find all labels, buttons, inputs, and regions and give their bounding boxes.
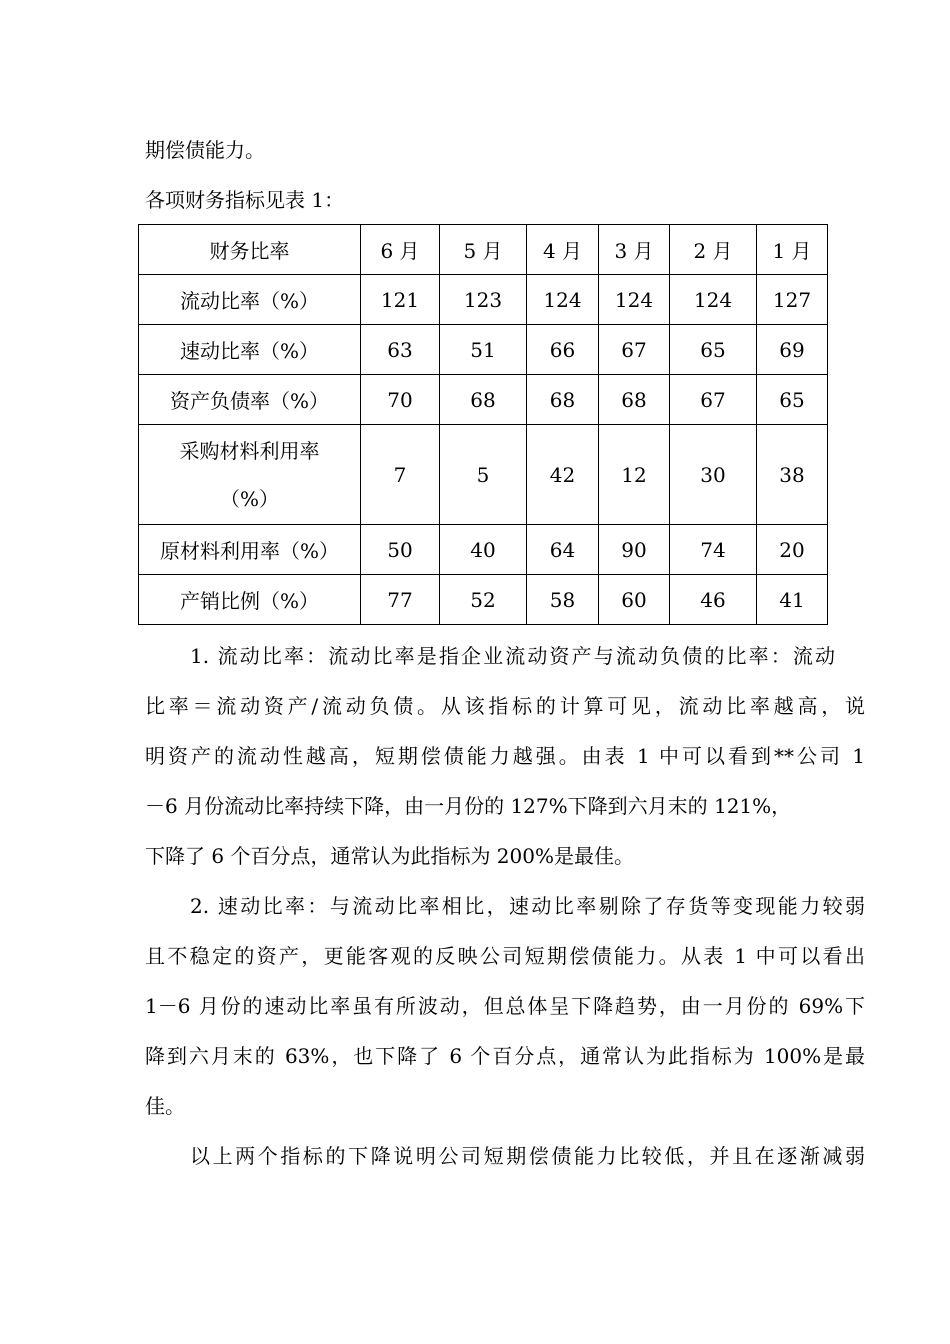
table-header-cell: 6 月 xyxy=(361,225,440,275)
table-row xyxy=(139,425,828,525)
financial-ratio-table xyxy=(138,224,828,625)
table-cell: 124 xyxy=(527,275,599,325)
row-label: 流动比率（%） xyxy=(139,275,361,325)
table-cell: 65 xyxy=(757,375,828,425)
paragraph-line: 下降了 6 个百分点，通常认为此指标为 200%是最佳。 xyxy=(145,844,634,868)
table-header-cell: 5 月 xyxy=(440,225,527,275)
table-cell: 60 xyxy=(599,575,670,625)
table-cell: 41 xyxy=(757,575,828,625)
paragraph-line: 以上两个指标的下降说明公司短期偿债能力比较低，并且在逐渐减弱 xyxy=(190,1144,865,1168)
table-cell: 124 xyxy=(670,275,757,325)
table-cell: 70 xyxy=(361,375,440,425)
table-cell: 65 xyxy=(670,325,757,375)
table-cell: 74 xyxy=(670,525,757,575)
table-cell: 30 xyxy=(670,425,757,525)
row-label-line: 采购材料利用率 xyxy=(179,438,320,463)
table-cell: 69 xyxy=(757,325,828,375)
table-row xyxy=(139,375,828,425)
row-label: 原材料利用率（%） xyxy=(139,525,361,575)
table-row xyxy=(139,525,828,575)
table-row xyxy=(139,325,828,375)
table-row xyxy=(139,575,828,625)
table-header-cell: 财务比率 xyxy=(139,225,361,275)
text-line: 期偿债能力。 xyxy=(145,138,265,162)
paragraph-line: 1－6 月份的速动比率虽有所波动，但总体呈下降趋势，由一月份的 69%下 xyxy=(145,994,865,1018)
table-cell: 67 xyxy=(599,325,670,375)
row-label: 资产负债率（%） xyxy=(139,375,361,425)
table-cell: 63 xyxy=(361,325,440,375)
table-cell: 52 xyxy=(440,575,527,625)
table-cell: 68 xyxy=(599,375,670,425)
table-cell: 68 xyxy=(527,375,599,425)
paragraph-line: 降到六月末的 63%，也下降了 6 个百分点，通常认为此指标为 100%是最 xyxy=(145,1044,865,1068)
paragraph-line: 明资产的流动性越高，短期偿债能力越强。由表 1 中可以看到**公司 1 xyxy=(145,744,865,768)
table-cell: 42 xyxy=(527,425,599,525)
row-label xyxy=(139,425,361,525)
table-cell: 12 xyxy=(599,425,670,525)
row-label-line: （%） xyxy=(219,486,279,511)
table-cell: 66 xyxy=(527,325,599,375)
table-cell: 46 xyxy=(670,575,757,625)
row-label: 产销比例（%） xyxy=(139,575,361,625)
table-cell: 67 xyxy=(670,375,757,425)
paragraph-line: －6 月份流动比率持续下降，由一月份的 127%下降到六月末的 121%， xyxy=(145,794,792,818)
table-cell: 40 xyxy=(440,525,527,575)
paragraph-line: 佳。 xyxy=(145,1094,185,1118)
table-cell: 77 xyxy=(361,575,440,625)
table-header-cell: 2 月 xyxy=(670,225,757,275)
table-row xyxy=(139,275,828,325)
table-cell: 58 xyxy=(527,575,599,625)
table-header-cell: 4 月 xyxy=(527,225,599,275)
table-header-cell: 1 月 xyxy=(757,225,828,275)
table-cell: 68 xyxy=(440,375,527,425)
table-caption: 各项财务指标见表 1： xyxy=(145,188,345,212)
table-cell: 5 xyxy=(440,425,527,525)
paragraph-line: 2. 速动比率：与流动比率相比，速动比率剔除了存货等变现能力较弱 xyxy=(190,894,865,918)
table-cell: 50 xyxy=(361,525,440,575)
table-header-row xyxy=(139,225,828,275)
table-cell: 51 xyxy=(440,325,527,375)
table-cell: 38 xyxy=(757,425,828,525)
row-label: 速动比率（%） xyxy=(139,325,361,375)
paragraph-line: 比率＝流动资产/流动负债。从该指标的计算可见，流动比率越高，说 xyxy=(145,694,865,718)
table-header-cell: 3 月 xyxy=(599,225,670,275)
table-cell: 127 xyxy=(757,275,828,325)
table-cell: 64 xyxy=(527,525,599,575)
paragraph-line: 1. 流动比率：流动比率是指企业流动资产与流动负债的比率：流动 xyxy=(190,644,835,668)
table-cell: 90 xyxy=(599,525,670,575)
table-cell: 7 xyxy=(361,425,440,525)
table-cell: 124 xyxy=(599,275,670,325)
paragraph-line: 且不稳定的资产，更能客观的反映公司短期偿债能力。从表 1 中可以看出 xyxy=(145,944,865,968)
table-cell: 123 xyxy=(440,275,527,325)
table-cell: 20 xyxy=(757,525,828,575)
table-cell: 121 xyxy=(361,275,440,325)
